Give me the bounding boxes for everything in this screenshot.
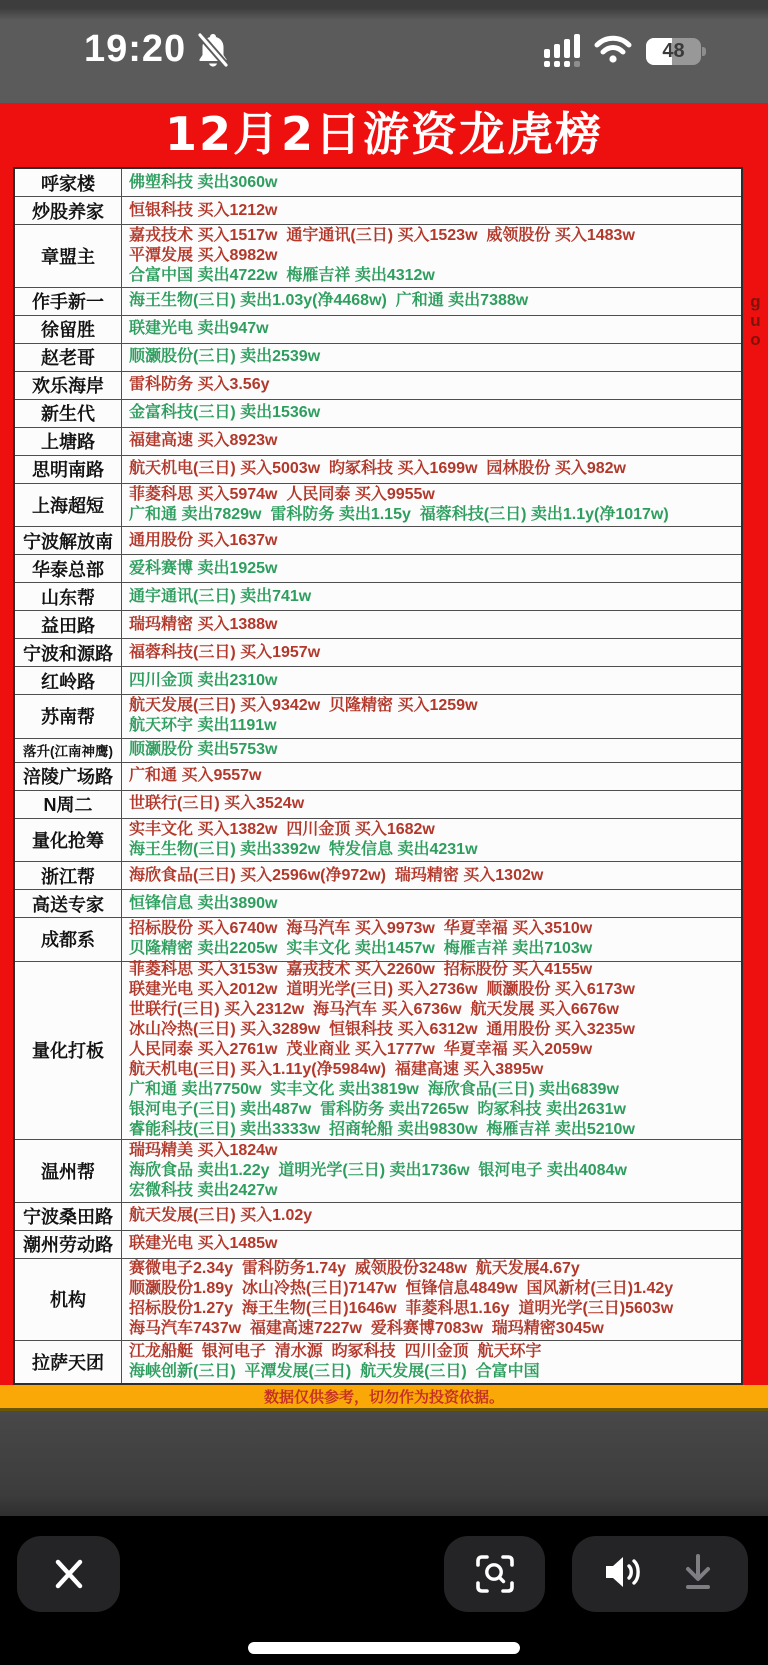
table-row xyxy=(15,961,741,1139)
trader-trades xyxy=(122,763,741,790)
trader-trades xyxy=(122,1203,741,1230)
trader-trades xyxy=(122,169,741,196)
table-row xyxy=(15,343,741,371)
stock-line: 合富中国 卖出4722w 梅雁吉祥 卖出4312w xyxy=(129,266,435,284)
stock-line: 银河电子(三日) 卖出487w 雷科防务 卖出7265w 昀冢科技 卖出2631w xyxy=(129,1101,626,1119)
trader-name: 涪陵广场路 xyxy=(15,763,122,790)
stock-line: 恒银科技 买入1212w xyxy=(129,201,278,219)
table-row xyxy=(15,1230,741,1258)
longhu-table-zone xyxy=(0,167,768,1385)
battery-percent: 48 xyxy=(662,40,685,62)
stock-line: 联建光电 买入1485w xyxy=(129,1235,278,1253)
table-row xyxy=(15,399,741,427)
stock-line: 海马汽车7437w 福建高速7227w 爱科赛博7083w 瑞玛精密3045w xyxy=(129,1320,604,1338)
stock-line: 顺灏股份(三日) 卖出2539w xyxy=(129,348,321,366)
trader-name: 量化抢筹 xyxy=(15,819,122,861)
trader-name: 宁波解放南 xyxy=(15,527,122,554)
stock-line: 广和通 卖出7829w 雷科防务 卖出1.15y 福蓉科技(三日) 卖出1.1y(净1017w) xyxy=(129,505,669,523)
download-icon xyxy=(678,1551,718,1593)
watermark: guo xyxy=(750,292,761,349)
table-row xyxy=(15,582,741,610)
stock-line: 江龙船艇 银河电子 清水源 昀冢科技 四川金顶 航天环宇 xyxy=(129,1342,542,1360)
home-indicator[interactable] xyxy=(248,1642,520,1654)
trader-name: 欢乐海岸 xyxy=(15,372,122,399)
trader-trades xyxy=(122,1231,741,1258)
stock-line: 航天发展(三日) 买入1.02y xyxy=(129,1207,313,1225)
stock-line: 菲菱科思 买入5974w 人民同泰 买入9955w xyxy=(129,485,435,503)
table-row xyxy=(15,196,741,224)
table-row xyxy=(15,1202,741,1230)
trader-name: 宁波和源路 xyxy=(15,639,122,666)
stock-line: 招标股份1.27y 海王生物(三日)1646w 菲菱科思1.16y 道明光学(三日)5603w xyxy=(129,1300,674,1318)
stock-line: 宏微科技 卖出2427w xyxy=(129,1181,278,1199)
wifi-icon xyxy=(594,34,632,69)
trader-name: 呼家楼 xyxy=(15,169,122,196)
trader-name: 益田路 xyxy=(15,611,122,638)
stock-line: 赛微电子2.34y 雷科防务1.74y 威领股份3248w 航天发展4.67y xyxy=(129,1260,580,1278)
trader-name: 机构 xyxy=(15,1259,122,1340)
stock-line: 金富科技(三日) 卖出1536w xyxy=(129,404,321,422)
trader-name: 作手新一 xyxy=(15,288,122,315)
trader-name: 量化打板 xyxy=(15,962,122,1139)
stock-line: 爱科赛博 卖出1925w xyxy=(129,559,278,577)
stock-line: 冰山冷热(三日) 买入3289w 恒银科技 买入6312w 通用股份 买入3235w xyxy=(129,1021,635,1039)
stock-line: 广和通 卖出7750w 实丰文化 卖出3819w 海欣食品(三日) 卖出6839w xyxy=(129,1081,619,1099)
table-row xyxy=(15,861,741,889)
table-row xyxy=(15,889,741,917)
page-title: 12月2日游资龙虎榜 xyxy=(0,103,768,167)
table-row xyxy=(15,554,741,582)
trader-trades xyxy=(122,1341,741,1383)
trader-trades xyxy=(122,527,741,554)
trader-trades xyxy=(122,288,741,315)
table-row xyxy=(15,638,741,666)
stock-line: 福蓉科技(三日) 买入1957w xyxy=(129,643,321,661)
trader-trades xyxy=(122,890,741,917)
table-row xyxy=(15,917,741,960)
stock-line: 实丰文化 买入1382w 四川金顶 买入1682w xyxy=(129,820,435,838)
trader-name: 苏南帮 xyxy=(15,695,122,737)
stock-line: 海王生物(三日) 卖出1.03y(净4468w) 广和通 卖出7388w xyxy=(129,292,529,310)
stock-line: 贝隆精密 卖出2205w 实丰文化 卖出1457w 梅雁吉祥 卖出7103w xyxy=(129,940,593,958)
trader-trades xyxy=(122,791,741,818)
trader-name: 新生代 xyxy=(15,400,122,427)
cellular-signal-icon xyxy=(544,37,580,67)
stock-line: 恒锋信息 卖出3890w xyxy=(129,894,278,912)
stock-line: 广和通 买入9557w xyxy=(129,767,262,785)
table-row xyxy=(15,1258,741,1340)
trader-trades xyxy=(122,484,741,526)
trader-trades xyxy=(122,739,741,762)
table-row xyxy=(15,1340,741,1383)
viewer-toolbar xyxy=(0,1516,768,1665)
table-row xyxy=(15,526,741,554)
trader-name: 山东帮 xyxy=(15,583,122,610)
stock-line: 招标股份 买入6740w 海马汽车 买入9973w 华夏幸福 买入3510w xyxy=(129,920,593,938)
table-row xyxy=(15,694,741,737)
trader-name: 拉萨天团 xyxy=(15,1341,122,1383)
trader-name: 高送专家 xyxy=(15,890,122,917)
stock-line: 顺灏股份1.89y 冰山冷热(三日)7147w 恒锋信息4849w 国风新材(三日)1.42y xyxy=(129,1280,674,1298)
trader-trades xyxy=(122,611,741,638)
longhu-table xyxy=(13,167,743,1385)
stock-line: 瑞玛精美 买入1824w xyxy=(129,1141,278,1159)
speaker-button[interactable] xyxy=(602,1552,648,1597)
clock: 19:20 xyxy=(84,28,187,70)
trader-name: 华泰总部 xyxy=(15,555,122,582)
red-border-left xyxy=(0,167,13,1385)
trader-trades xyxy=(122,400,741,427)
stock-line: 人民同泰 买入2761w 茂业商业 买入1777w 华夏幸福 买入2059w xyxy=(129,1041,593,1059)
trader-name: 上塘路 xyxy=(15,428,122,455)
stock-line: 嘉戎技术 买入1517w 通宇通讯(三日) 买入1523w 威领股份 买入1483w xyxy=(129,226,635,244)
trader-trades xyxy=(122,316,741,343)
stock-line: 雷科防务 买入3.56y xyxy=(129,376,270,394)
table-row xyxy=(15,790,741,818)
disclaimer-banner: 数据仅供参考，切勿作为投资依据。 xyxy=(0,1385,768,1411)
trader-trades xyxy=(122,428,741,455)
trader-name: 赵老哥 xyxy=(15,344,122,371)
trader-name: N周二 xyxy=(15,791,122,818)
red-border-right xyxy=(743,167,768,1385)
stock-line: 睿能科技(三日) 卖出3333w 招商轮船 卖出9830w 梅雁吉祥 卖出5210w xyxy=(129,1121,635,1139)
stock-line: 佛塑科技 卖出3060w xyxy=(129,173,278,191)
mute-bell-icon xyxy=(196,31,230,74)
trader-name: 章盟主 xyxy=(15,225,122,287)
trader-name: 浙江帮 xyxy=(15,862,122,889)
trader-name: 徐留胜 xyxy=(15,316,122,343)
trader-trades xyxy=(122,1259,741,1340)
stock-line: 福建高速 买入8923w xyxy=(129,432,278,450)
stock-line: 世联行(三日) 买入2312w 海马汽车 买入6736w 航天发展 买入6676w xyxy=(129,1001,619,1019)
stock-line: 海王生物(三日) 卖出3392w 特发信息 卖出4231w xyxy=(129,840,478,858)
trader-trades xyxy=(122,1140,741,1202)
stock-line: 平潭发展 买入8982w xyxy=(129,246,278,264)
trader-trades xyxy=(122,819,741,861)
trader-name: 宁波桑田路 xyxy=(15,1203,122,1230)
visual-lookup-button[interactable] xyxy=(444,1536,545,1612)
trader-trades xyxy=(122,197,741,224)
stock-line: 四川金顶 卖出2310w xyxy=(129,671,278,689)
stock-line: 通用股份 买入1637w xyxy=(129,531,278,549)
table-row xyxy=(15,371,741,399)
trader-name: 炒股养家 xyxy=(15,197,122,224)
status-bar xyxy=(0,0,768,103)
trader-trades xyxy=(122,456,741,483)
trader-trades xyxy=(122,962,741,1139)
battery-icon xyxy=(646,38,706,65)
speaker-icon xyxy=(602,1552,648,1592)
stock-line: 世联行(三日) 买入3524w xyxy=(129,795,305,813)
table-row xyxy=(15,287,741,315)
stock-line: 航天机电(三日) 买入1.11y(净5984w) 福建高速 买入3895w xyxy=(129,1061,544,1079)
table-row xyxy=(15,169,741,196)
table-row xyxy=(15,315,741,343)
visual-lookup-icon xyxy=(473,1552,517,1596)
stock-line: 海欣食品(三日) 买入2596w(净972w) 瑞玛精密 买入1302w xyxy=(129,866,544,884)
trader-trades xyxy=(122,583,741,610)
stock-line: 瑞玛精密 买入1388w xyxy=(129,615,278,633)
trader-trades xyxy=(122,372,741,399)
table-row xyxy=(15,666,741,694)
table-row xyxy=(15,455,741,483)
trader-name: 红岭路 xyxy=(15,667,122,694)
media-buttons-pill xyxy=(572,1536,748,1612)
stock-line: 海欣食品 卖出1.22y 道明光学(三日) 卖出1736w 银河电子 卖出4084w xyxy=(129,1161,627,1179)
trader-trades xyxy=(122,695,741,737)
table-row xyxy=(15,224,741,287)
stock-line: 顺灏股份 卖出5753w xyxy=(129,741,278,759)
stock-line: 航天机电(三日) 买入5003w 昀冢科技 买入1699w 园林股份 买入982w xyxy=(129,460,626,478)
trader-trades xyxy=(122,918,741,960)
trader-trades xyxy=(122,344,741,371)
status-icons xyxy=(544,0,706,103)
stock-line: 航天环宇 卖出1191w xyxy=(129,717,277,735)
x-icon xyxy=(49,1554,89,1594)
trader-trades xyxy=(122,225,741,287)
stock-line: 海峡创新(三日) 平潭发展(三日) 航天发展(三日) 合富中国 xyxy=(129,1362,540,1380)
download-button[interactable] xyxy=(678,1551,718,1598)
table-row xyxy=(15,610,741,638)
stock-line: 通宇通讯(三日) 卖出741w xyxy=(129,587,312,605)
stock-line: 航天发展(三日) 买入9342w 贝隆精密 买入1259w xyxy=(129,697,478,715)
table-row xyxy=(15,738,741,762)
trader-name: 成都系 xyxy=(15,918,122,960)
trader-name: 上海超短 xyxy=(15,484,122,526)
table-row xyxy=(15,427,741,455)
table-row xyxy=(15,762,741,790)
table-row xyxy=(15,483,741,526)
trader-trades xyxy=(122,667,741,694)
trader-trades xyxy=(122,862,741,889)
trader-name: 温州帮 xyxy=(15,1140,122,1202)
trader-trades xyxy=(122,555,741,582)
table-row xyxy=(15,1139,741,1202)
close-button[interactable] xyxy=(17,1536,120,1612)
stock-line: 联建光电 买入2012w 道明光学(三日) 买入2736w 顺灏股份 买入6173w xyxy=(129,981,635,999)
table-row xyxy=(15,818,741,861)
trader-trades xyxy=(122,639,741,666)
letterbox-area xyxy=(0,1411,768,1516)
stock-line: 联建光电 卖出947w xyxy=(129,320,269,338)
trader-name: 思明南路 xyxy=(15,456,122,483)
stock-line: 菲菱科思 买入3153w 嘉戎技术 买入2260w 招标股份 买入4155w xyxy=(129,961,593,979)
trader-name: 潮州劳动路 xyxy=(15,1231,122,1258)
trader-name: 落升(江南神鹰) xyxy=(15,739,122,762)
